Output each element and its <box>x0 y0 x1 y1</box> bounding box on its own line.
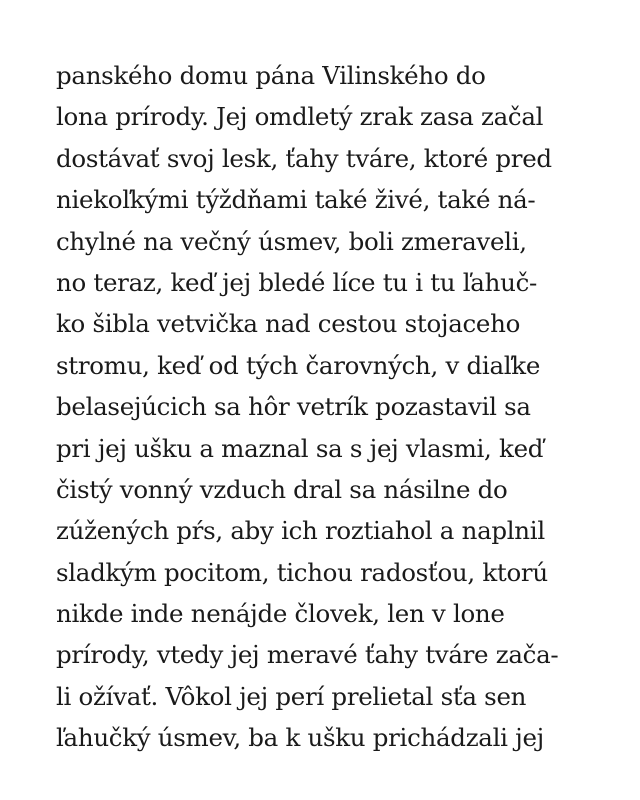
text-line: chylné na večný úsmev, boli zmeraveli, <box>56 226 527 256</box>
text-line: li ožívať. Vôkol jej perí prelietal sťa sen <box>56 681 527 711</box>
body-text <box>56 55 616 759</box>
text-line: prírody, vtedy jej meravé ťahy tváre zača- <box>56 640 559 670</box>
text-line: sladkým pocitom, tichou radosťou, ktorú <box>56 557 548 587</box>
text-line: čistý vonný vzduch dral sa násilne do <box>56 474 508 504</box>
text-line: pri jej ušku a maznal sa s jej vlasmi, keď <box>56 433 544 463</box>
text-line: ľahučký úsmev, ba k ušku prichádzali jej <box>56 723 544 753</box>
text-line: panského domu pána Vilinského do <box>56 61 486 90</box>
text-line: stromu, keď od tých čarovných, v diaľke <box>56 350 541 380</box>
text-line: no teraz, keď jej bledé líce tu i tu ľahuč- <box>56 267 537 297</box>
text-line: nikde inde nenájde človek, len v lone <box>56 599 505 629</box>
text-line: zúžených pŕs, aby ich roztiahol a naplnil <box>56 516 545 546</box>
text-line: ko šibla vetvička nad cestou stojaceho <box>56 309 521 339</box>
text-line: lona prírody. Jej omdletý zrak zasa začal <box>56 102 544 132</box>
text-line: dostávať svoj lesk, ťahy tváre, ktoré pred <box>56 143 552 173</box>
text-line: belasejúcich sa hôr vetrík pozastavil sa <box>56 392 531 422</box>
text-line: niekoľkými týždňami také živé, také ná- <box>56 185 536 215</box>
